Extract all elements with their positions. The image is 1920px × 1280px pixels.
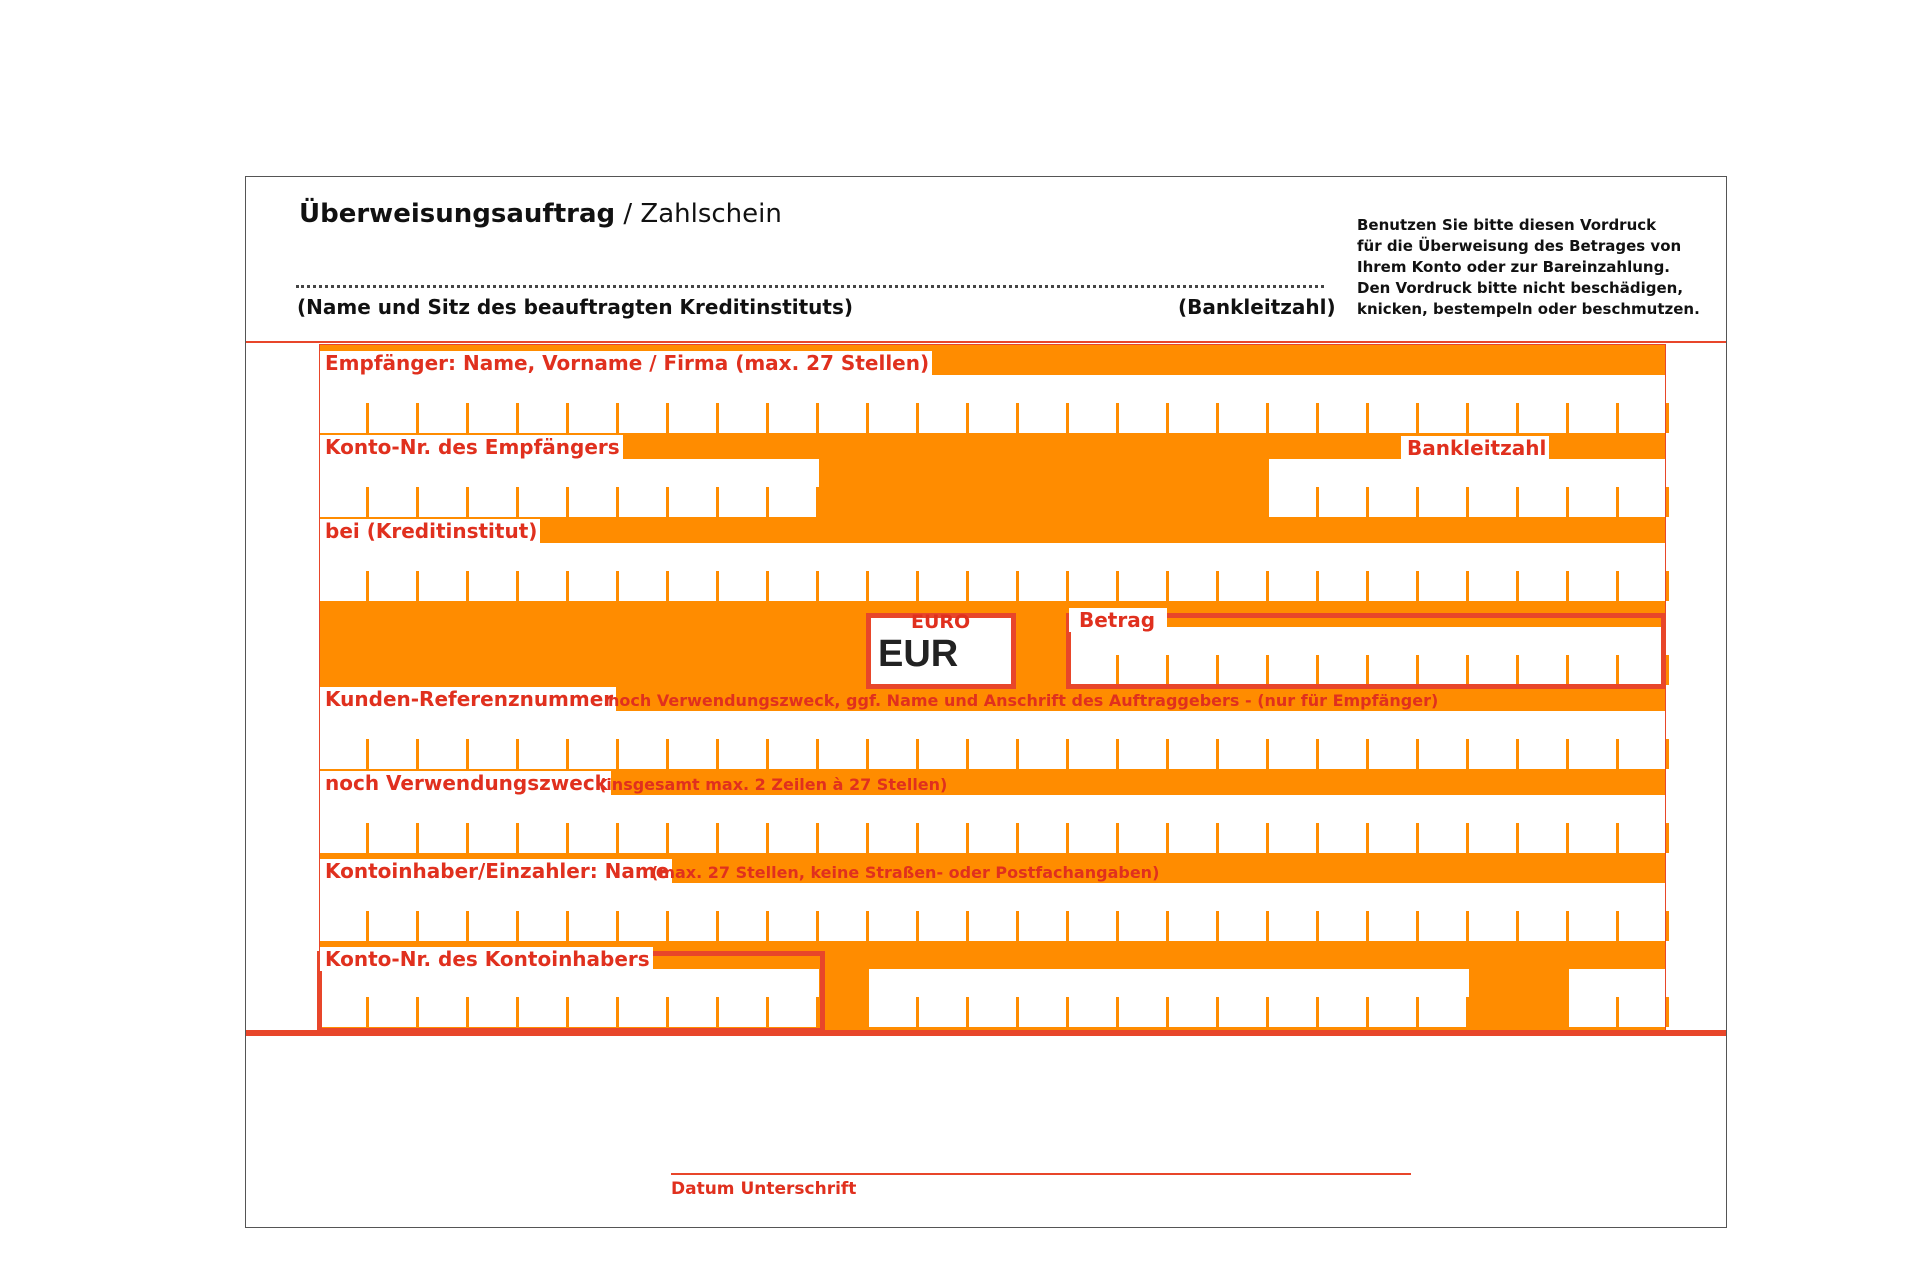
reference-sub-label: noch Verwendungszweck, ggf. Name und Anschrift des Auftraggebers - (nur für Empfänger)	[608, 691, 1439, 710]
char-cell[interactable]	[519, 543, 569, 601]
char-cell[interactable]	[719, 969, 769, 1027]
char-cell[interactable]	[1169, 543, 1219, 601]
char-cell[interactable]	[919, 543, 969, 601]
account-label: Konto-Nr. des Empfängers	[319, 435, 623, 459]
char-cell[interactable]	[369, 711, 419, 769]
bank-name-dotted-line	[296, 285, 1324, 288]
char-cell[interactable]	[919, 375, 969, 433]
char-cell[interactable]	[1419, 459, 1469, 517]
char-cell[interactable]	[1269, 969, 1319, 1027]
reference-label: Kunden-Referenznummer	[319, 687, 616, 711]
char-cell[interactable]	[1319, 711, 1369, 769]
char-cell[interactable]	[1569, 375, 1619, 433]
char-cell[interactable]	[1169, 375, 1219, 433]
char-cell[interactable]	[1069, 969, 1119, 1027]
char-cell[interactable]	[1119, 883, 1169, 941]
signature-line	[671, 1173, 1411, 1175]
char-cell[interactable]	[319, 543, 369, 601]
char-cell[interactable]	[1119, 969, 1169, 1027]
char-cell[interactable]	[869, 883, 919, 941]
blz-field-label: Bankleitzahl	[1401, 436, 1549, 460]
char-cell[interactable]	[1269, 883, 1319, 941]
char-cell[interactable]	[819, 711, 869, 769]
char-cell[interactable]	[969, 969, 1019, 1027]
char-cell[interactable]	[1469, 375, 1519, 433]
char-cell[interactable]	[469, 375, 519, 433]
char-cell[interactable]	[1569, 969, 1619, 1027]
char-cell[interactable]	[369, 375, 419, 433]
char-cell[interactable]	[619, 459, 669, 517]
char-cell[interactable]	[1019, 795, 1069, 853]
char-cell[interactable]	[1219, 883, 1269, 941]
char-cell[interactable]	[1369, 711, 1419, 769]
char-cell[interactable]	[419, 375, 469, 433]
char-cell[interactable]	[569, 459, 619, 517]
char-cell[interactable]	[1219, 627, 1269, 685]
char-cell[interactable]	[869, 375, 919, 433]
recipient-name-input[interactable]	[319, 375, 1669, 433]
char-cell[interactable]	[469, 969, 519, 1027]
char-cell[interactable]	[769, 711, 819, 769]
char-cell[interactable]	[1419, 883, 1469, 941]
char-cell[interactable]	[1469, 459, 1519, 517]
char-cell[interactable]	[1469, 795, 1519, 853]
char-cell[interactable]	[1519, 375, 1569, 433]
char-cell[interactable]	[1319, 543, 1369, 601]
char-cell[interactable]	[1519, 459, 1569, 517]
char-cell[interactable]	[1569, 795, 1619, 853]
char-cell[interactable]	[1369, 543, 1419, 601]
char-cell[interactable]	[769, 543, 819, 601]
currency-value: EUR	[878, 633, 959, 675]
char-cell[interactable]	[1519, 795, 1569, 853]
char-cell[interactable]	[1119, 795, 1169, 853]
char-cell[interactable]	[1419, 795, 1469, 853]
char-cell[interactable]	[519, 375, 569, 433]
char-cell[interactable]	[969, 883, 1019, 941]
char-cell[interactable]	[819, 375, 869, 433]
char-cell[interactable]	[1169, 795, 1219, 853]
char-cell[interactable]	[919, 711, 969, 769]
char-cell[interactable]	[1519, 627, 1569, 685]
char-cell[interactable]	[1619, 459, 1669, 517]
char-cell[interactable]	[869, 543, 919, 601]
char-cell[interactable]	[619, 969, 669, 1027]
char-cell[interactable]	[1369, 375, 1419, 433]
top-divider	[246, 341, 1726, 343]
char-cell[interactable]	[1369, 795, 1419, 853]
char-cell[interactable]	[569, 543, 619, 601]
euro-label: EURO	[911, 611, 971, 633]
holder-name-input[interactable]	[319, 883, 1669, 941]
char-cell[interactable]	[1419, 711, 1469, 769]
char-cell[interactable]	[969, 375, 1019, 433]
amount-input[interactable]	[1069, 627, 1669, 685]
char-cell[interactable]	[1019, 969, 1069, 1027]
char-cell[interactable]	[1219, 543, 1269, 601]
char-cell[interactable]	[1019, 711, 1069, 769]
char-cell[interactable]	[669, 375, 719, 433]
char-cell[interactable]	[1619, 883, 1669, 941]
char-cell[interactable]	[719, 795, 769, 853]
char-cell[interactable]	[1319, 969, 1369, 1027]
char-cell[interactable]	[1319, 627, 1369, 685]
char-cell[interactable]	[1369, 627, 1419, 685]
char-cell[interactable]	[569, 969, 619, 1027]
char-cell[interactable]	[1319, 883, 1369, 941]
char-cell[interactable]	[869, 711, 919, 769]
char-cell[interactable]	[369, 883, 419, 941]
char-cell[interactable]	[519, 711, 569, 769]
char-cell[interactable]	[1119, 627, 1169, 685]
char-cell[interactable]	[669, 795, 719, 853]
char-cell[interactable]	[419, 795, 469, 853]
char-cell[interactable]	[1119, 543, 1169, 601]
char-cell[interactable]	[1469, 543, 1519, 601]
char-cell[interactable]	[1419, 627, 1469, 685]
char-cell[interactable]	[669, 711, 719, 769]
char-cell[interactable]	[469, 459, 519, 517]
char-cell[interactable]	[369, 459, 419, 517]
char-cell[interactable]	[769, 969, 819, 1027]
char-cell[interactable]	[669, 969, 719, 1027]
char-cell[interactable]	[919, 795, 969, 853]
char-cell[interactable]	[1569, 711, 1619, 769]
char-cell[interactable]	[1369, 969, 1419, 1027]
reference-input[interactable]	[319, 711, 1669, 769]
char-cell[interactable]	[1469, 883, 1519, 941]
char-cell[interactable]	[769, 795, 819, 853]
char-cell[interactable]	[1169, 627, 1219, 685]
char-cell[interactable]	[769, 459, 819, 517]
char-cell[interactable]	[669, 883, 719, 941]
char-cell[interactable]	[1119, 375, 1169, 433]
char-cell[interactable]	[419, 459, 469, 517]
char-cell[interactable]	[1319, 795, 1369, 853]
recipient-bank-code-input[interactable]	[1269, 459, 1669, 517]
recipient-label: Empfänger: Name, Vorname / Firma (max. 27 Stellen)	[319, 351, 932, 375]
char-cell[interactable]	[369, 795, 419, 853]
char-cell[interactable]	[1019, 375, 1069, 433]
char-cell[interactable]	[819, 543, 869, 601]
holder-label: Kontoinhaber/Einzahler: Name	[319, 859, 672, 883]
char-cell[interactable]	[1619, 543, 1669, 601]
char-cell[interactable]	[1419, 543, 1469, 601]
char-cell[interactable]	[419, 711, 469, 769]
char-cell[interactable]	[369, 543, 419, 601]
char-cell[interactable]	[319, 883, 369, 941]
char-cell[interactable]	[1419, 375, 1469, 433]
char-cell[interactable]	[719, 711, 769, 769]
char-cell[interactable]	[1019, 543, 1069, 601]
char-cell[interactable]	[719, 883, 769, 941]
char-cell[interactable]	[1619, 969, 1669, 1027]
char-cell[interactable]	[1019, 883, 1069, 941]
char-cell[interactable]	[1319, 459, 1369, 517]
char-cell[interactable]	[1169, 883, 1219, 941]
char-cell[interactable]	[519, 883, 569, 941]
char-cell[interactable]	[1469, 627, 1519, 685]
char-cell[interactable]	[1069, 543, 1119, 601]
char-cell[interactable]	[519, 795, 569, 853]
char-cell[interactable]	[569, 883, 619, 941]
char-cell[interactable]	[1119, 711, 1169, 769]
char-cell[interactable]	[1619, 627, 1669, 685]
char-cell[interactable]	[1269, 459, 1319, 517]
bottom-divider	[246, 1030, 1726, 1036]
char-cell[interactable]	[1419, 969, 1469, 1027]
char-cell[interactable]	[319, 375, 369, 433]
char-cell[interactable]	[569, 375, 619, 433]
bank-code-label: (Bankleitzahl)	[1178, 295, 1336, 319]
char-cell[interactable]	[569, 711, 619, 769]
char-cell[interactable]	[1319, 375, 1369, 433]
char-cell[interactable]	[1069, 375, 1119, 433]
char-cell[interactable]	[1069, 795, 1119, 853]
char-cell[interactable]	[1219, 375, 1269, 433]
char-cell[interactable]	[1619, 375, 1669, 433]
char-cell[interactable]	[1569, 459, 1619, 517]
char-cell[interactable]	[1069, 627, 1119, 685]
holder-check-input[interactable]	[1569, 969, 1669, 1027]
char-cell[interactable]	[619, 711, 669, 769]
char-cell[interactable]	[319, 969, 369, 1027]
char-cell[interactable]	[819, 795, 869, 853]
char-cell[interactable]	[869, 969, 919, 1027]
char-cell[interactable]	[1619, 711, 1669, 769]
char-cell[interactable]	[869, 795, 919, 853]
char-cell[interactable]	[1619, 795, 1669, 853]
purpose-sub-label: (insgesamt max. 2 Zeilen à 27 Stellen)	[599, 775, 948, 794]
char-cell[interactable]	[719, 543, 769, 601]
char-cell[interactable]	[619, 375, 669, 433]
purpose-input[interactable]	[319, 795, 1669, 853]
char-cell[interactable]	[769, 375, 819, 433]
char-cell[interactable]	[1069, 711, 1119, 769]
signature-label: Datum Unterschrift	[671, 1179, 857, 1199]
char-cell[interactable]	[419, 883, 469, 941]
char-cell[interactable]	[1269, 375, 1319, 433]
char-cell[interactable]	[969, 711, 1019, 769]
char-cell[interactable]	[519, 969, 569, 1027]
holder-account-input[interactable]	[319, 969, 819, 1027]
form-title: Überweisungsauftrag / Zahlschein	[299, 199, 782, 229]
char-cell[interactable]	[469, 543, 519, 601]
amount-label: Betrag	[1069, 608, 1167, 632]
char-cell[interactable]	[1169, 711, 1219, 769]
holder-extra-input[interactable]	[869, 969, 1469, 1027]
char-cell[interactable]	[819, 883, 869, 941]
char-cell[interactable]	[1369, 459, 1419, 517]
char-cell[interactable]	[669, 543, 719, 601]
char-cell[interactable]	[1569, 543, 1619, 601]
char-cell[interactable]	[719, 375, 769, 433]
char-cell[interactable]	[1269, 711, 1319, 769]
char-cell[interactable]	[1569, 883, 1619, 941]
char-cell[interactable]	[1269, 795, 1319, 853]
recipient-account-input[interactable]	[319, 459, 819, 517]
holder-account-label: Konto-Nr. des Kontoinhabers	[319, 947, 653, 971]
char-cell[interactable]	[1569, 627, 1619, 685]
char-cell[interactable]	[519, 459, 569, 517]
bank-label: bei (Kreditinstitut)	[319, 519, 540, 543]
purpose-label: noch Verwendungszweck	[319, 771, 611, 795]
char-cell[interactable]	[769, 883, 819, 941]
char-cell[interactable]	[319, 459, 369, 517]
char-cell[interactable]	[369, 969, 419, 1027]
char-cell[interactable]	[619, 883, 669, 941]
char-cell[interactable]	[1369, 883, 1419, 941]
char-cell[interactable]	[419, 969, 469, 1027]
holder-sub-label: (max. 27 Stellen, keine Straßen- oder Postfachangaben)	[651, 863, 1160, 882]
char-cell[interactable]	[469, 795, 519, 853]
char-cell[interactable]	[969, 543, 1019, 601]
char-cell[interactable]	[969, 795, 1019, 853]
char-cell[interactable]	[319, 711, 369, 769]
char-cell[interactable]	[1519, 711, 1569, 769]
char-cell[interactable]	[319, 795, 369, 853]
char-cell[interactable]	[1169, 969, 1219, 1027]
char-cell[interactable]	[1519, 543, 1569, 601]
char-cell[interactable]	[1069, 883, 1119, 941]
bank-name-label: (Name und Sitz des beauftragten Kreditinstituts)	[297, 295, 854, 319]
transfer-form	[245, 176, 1727, 1228]
bank-input[interactable]	[319, 543, 1669, 601]
char-cell[interactable]	[1219, 969, 1269, 1027]
char-cell[interactable]	[569, 795, 619, 853]
char-cell[interactable]	[1469, 711, 1519, 769]
char-cell[interactable]	[619, 795, 669, 853]
char-cell[interactable]	[1519, 883, 1569, 941]
char-cell[interactable]	[469, 711, 519, 769]
usage-notice: Benutzen Sie bitte diesen Vordruck für die Überweisung des Betrages von Ihrem Konto oder zur Bareinzahlung. Den Vordruck bitte nicht beschädigen, knicken, bestempeln oder beschmutzen.	[1357, 216, 1700, 318]
char-cell[interactable]	[1219, 795, 1269, 853]
char-cell[interactable]	[619, 543, 669, 601]
char-cell[interactable]	[1219, 711, 1269, 769]
char-cell[interactable]	[919, 883, 969, 941]
char-cell[interactable]	[669, 459, 719, 517]
char-cell[interactable]	[919, 969, 969, 1027]
char-cell[interactable]	[419, 543, 469, 601]
char-cell[interactable]	[1269, 627, 1319, 685]
char-cell[interactable]	[1269, 543, 1319, 601]
char-cell[interactable]	[719, 459, 769, 517]
char-cell[interactable]	[469, 883, 519, 941]
